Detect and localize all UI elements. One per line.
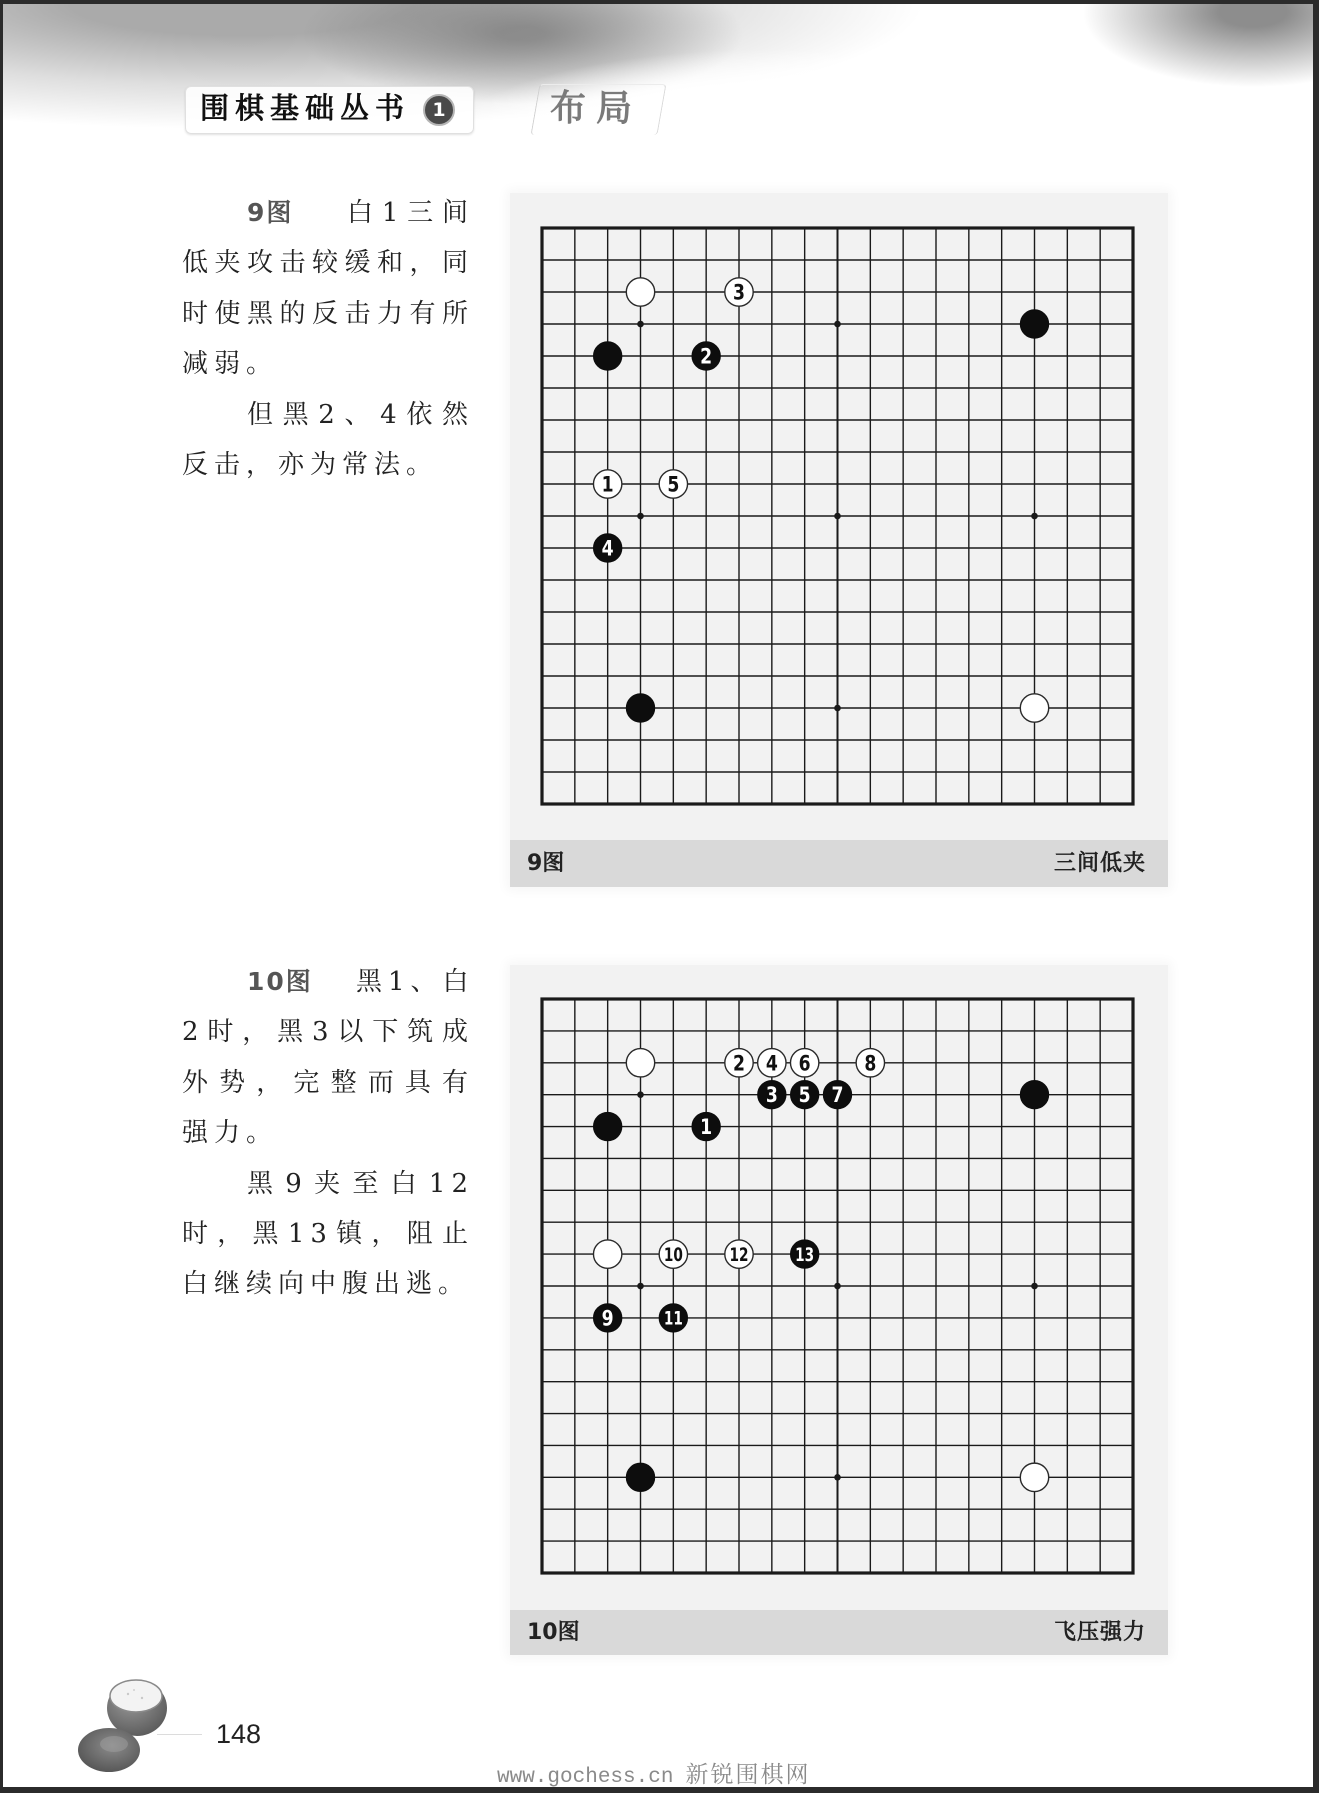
star-point [637, 513, 644, 520]
stone-white [1020, 694, 1048, 722]
move-number: 11 [663, 1307, 683, 1330]
text-line: 强力。 [182, 1118, 279, 1149]
move-number: 10 [663, 1243, 683, 1266]
figure-label: 10图 [247, 967, 313, 996]
stone-black [692, 342, 720, 370]
move-number: 3 [765, 1083, 778, 1108]
star-point [1031, 1283, 1038, 1290]
diagram-caption-label: 10图 [527, 1620, 580, 1645]
diagram-caption-title: 飞压强力 [1053, 1620, 1146, 1645]
move-number: 1 [601, 472, 614, 497]
stone-white [659, 1240, 687, 1268]
watermark [497, 1762, 810, 1788]
stone-black [1020, 1080, 1048, 1108]
stone-white [725, 1240, 753, 1268]
star-point [637, 321, 644, 328]
figure-10-description [182, 957, 474, 1310]
stone-white [593, 470, 621, 498]
move-number: 13 [795, 1243, 815, 1266]
diagram-caption-bar [510, 1610, 1168, 1655]
star-point [834, 513, 841, 520]
star-point [834, 1283, 841, 1290]
text-line: 反击，亦为常法。 [182, 449, 439, 480]
stone-black [593, 342, 621, 370]
move-number: 5 [798, 1083, 811, 1108]
figure-label: 9图 [247, 198, 294, 227]
move-number: 4 [765, 1051, 778, 1076]
move-number: 9 [601, 1306, 614, 1331]
move-number: 6 [798, 1051, 811, 1076]
stone-black [593, 1112, 621, 1140]
move-number: 8 [864, 1051, 877, 1076]
watermark-site-name: 新锐围棋网 [685, 1762, 811, 1788]
go-board [542, 999, 1133, 1573]
stone-black [659, 1304, 687, 1332]
stone-white [626, 278, 654, 306]
stone-white [790, 1049, 818, 1077]
volume-number-badge: 1 [423, 94, 455, 126]
stone-black [593, 534, 621, 562]
text-line: 时，黑13镇，阻止 [182, 1218, 474, 1249]
move-number: 5 [667, 472, 680, 497]
figure-9-description [182, 188, 474, 490]
stone-black [1020, 310, 1048, 338]
figure-10-diagram [510, 965, 1168, 1655]
text-line-content: 白1三间 [347, 198, 474, 228]
move-number: 2 [733, 1051, 745, 1076]
text-line: 时使黑的反击力有所 [182, 298, 474, 329]
page-number: 148 [216, 1719, 262, 1749]
move-number: 4 [601, 536, 614, 561]
move-number: 7 [831, 1083, 844, 1108]
diagram-caption-title: 三间低夹 [1053, 851, 1146, 876]
diagram-caption-bar [510, 840, 1168, 887]
stone-white [659, 470, 687, 498]
star-point [637, 1283, 644, 1290]
move-number: 1 [700, 1115, 713, 1140]
go-board [542, 228, 1133, 804]
move-number: 3 [733, 280, 745, 305]
stone-white [725, 1049, 753, 1077]
stone-black [790, 1080, 818, 1108]
star-point [834, 321, 841, 328]
watermark-url: www.gochess.cn [497, 1766, 674, 1789]
text-line: 低夹攻击较缓和，同 [182, 248, 474, 279]
footer-rule [157, 1734, 202, 1735]
move-number: 2 [700, 344, 713, 369]
text-line [182, 957, 474, 1007]
section-title: 布局 [550, 88, 643, 129]
stone-black [758, 1080, 786, 1108]
stone-black [626, 694, 654, 722]
text-line: 减弱。 [182, 349, 279, 380]
text-line: 外势，完整而具有 [182, 1067, 474, 1098]
diagram-caption-label: 9图 [527, 851, 565, 876]
stone-white [758, 1049, 786, 1077]
stone-white [856, 1049, 884, 1077]
star-point [1031, 513, 1038, 520]
star-point [637, 1091, 644, 1098]
text-line: 白继续向中腹出逃。 [182, 1269, 471, 1300]
text-line: 黑9夹至白12 [247, 1168, 474, 1199]
stone-white [1020, 1463, 1048, 1491]
text-line [182, 188, 474, 238]
star-point [834, 1474, 841, 1481]
figure-9-diagram [510, 193, 1168, 887]
move-number: 12 [729, 1243, 749, 1266]
star-point [834, 705, 841, 712]
go-bowl-icon [70, 1670, 180, 1780]
stone-black [823, 1080, 851, 1108]
stone-white [725, 278, 753, 306]
stone-black [790, 1240, 818, 1268]
text-line: 2时，黑3以下筑成 [182, 1017, 474, 1048]
stone-black [593, 1304, 621, 1332]
series-title: 围棋基础丛书 [200, 91, 411, 125]
stone-white [626, 1049, 654, 1077]
stone-black [626, 1463, 654, 1491]
text-line-content: 黑1、白 [356, 967, 475, 997]
text-line: 但黑2、4依然 [247, 399, 474, 430]
stone-black [692, 1112, 720, 1140]
stone-white [593, 1240, 621, 1268]
